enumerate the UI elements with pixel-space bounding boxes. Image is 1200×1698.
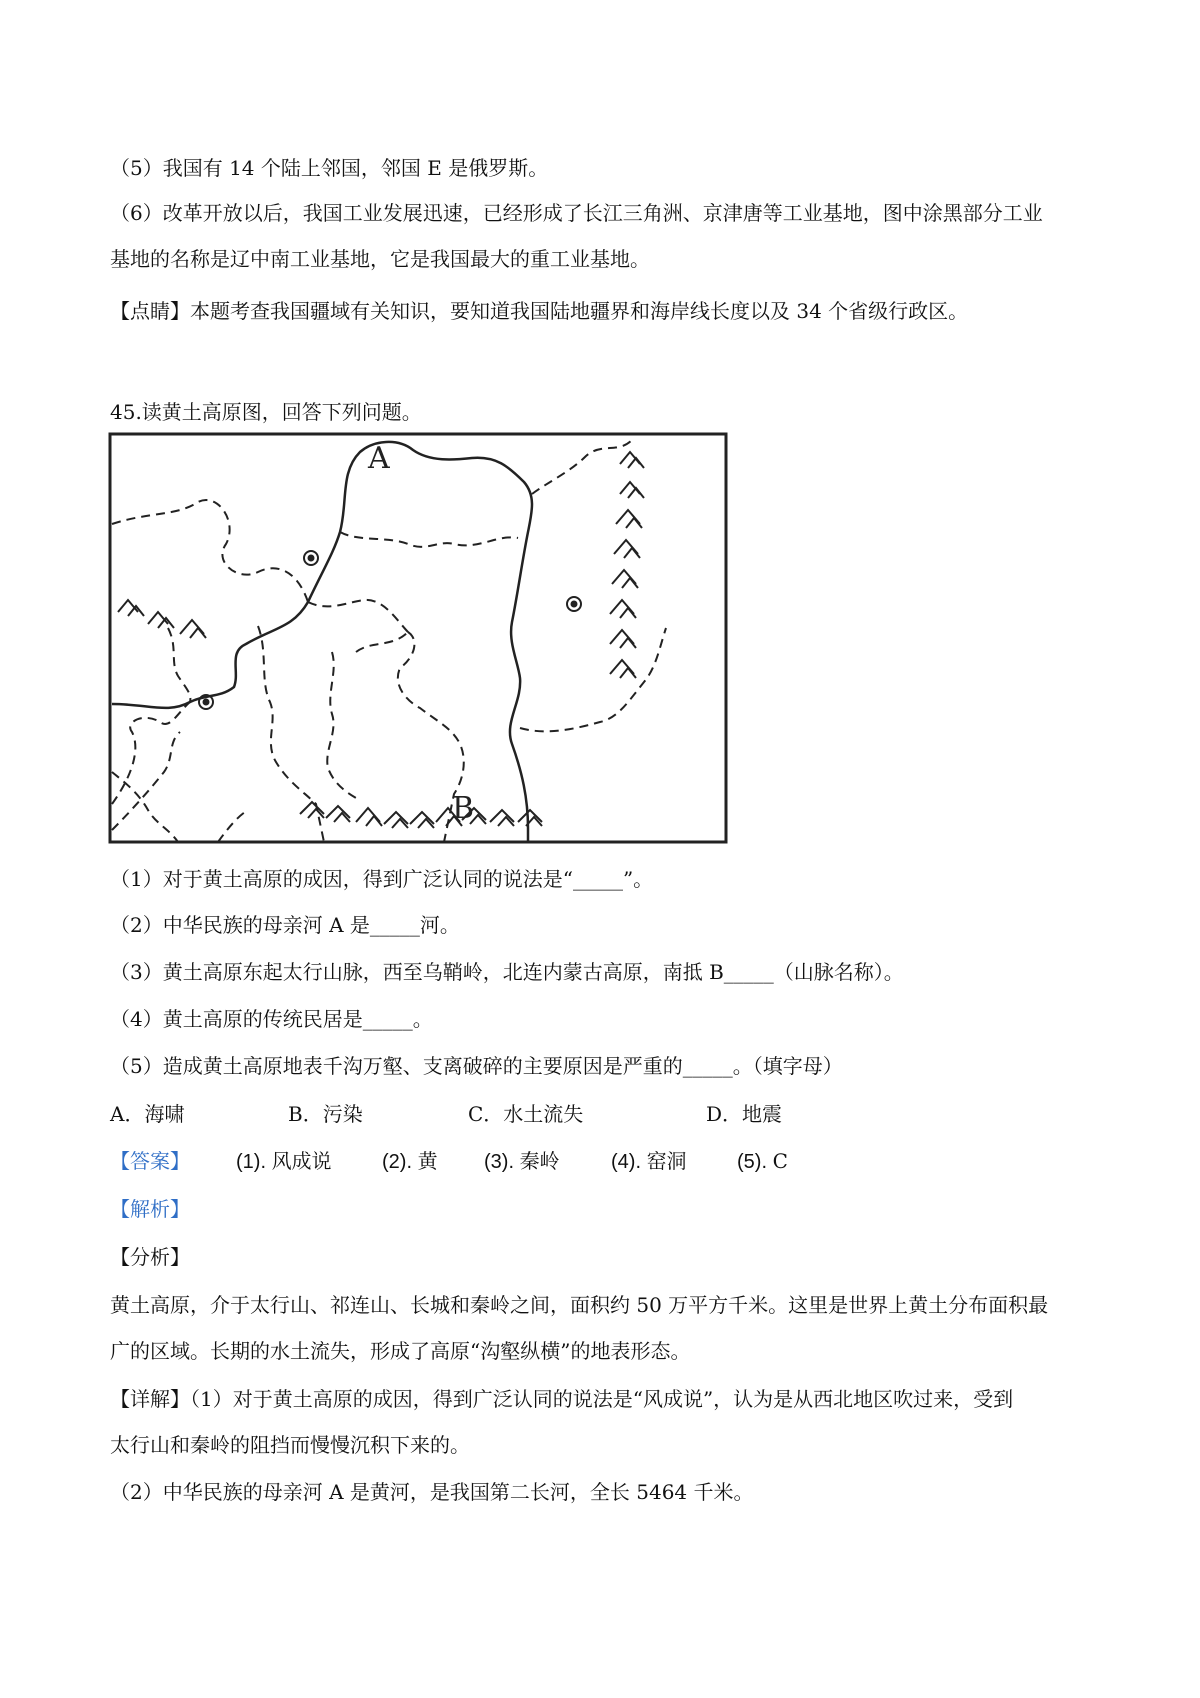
answer-2-num: (2). — [382, 1151, 412, 1173]
answer-4-num: (4). — [611, 1151, 641, 1173]
prev-answer-6-line2: 基地的名称是辽中南工业基地，它是我国最大的重工业基地。 — [110, 247, 650, 271]
answer-2 — [382, 1146, 438, 1177]
question-2: （2）中华民族的母亲河 A 是_____河。 — [110, 913, 460, 937]
prev-tip: 【点睛】本题考查我国疆域有关知识，要知道我国陆地疆界和海岸线长度以及 34 个省级行政区。 — [110, 299, 969, 323]
prev-answer-6-line1: （6）改革开放以后，我国工业发展迅速，已经形成了长江三角洲、京津唐等工业基地，图中涂黑部分工业 — [110, 201, 1043, 225]
analysis-sub-label: 【分析】 — [110, 1245, 190, 1269]
question-1: （1）对于黄土高原的成因，得到广泛认同的说法是“_____”。 — [110, 867, 654, 891]
question-5: （5）造成黄土高原地表千沟万壑、支离破碎的主要原因是严重的_____。（填字母） — [110, 1054, 843, 1078]
question-3: （3）黄土高原东起太行山脉，西至乌鞘岭，北连内蒙古高原，南抵 B_____（山脉名称）。 — [110, 960, 904, 984]
answer-3-num: (3). — [484, 1151, 514, 1173]
question-45-title: 45.读黄土高原图，回答下列问题。 — [110, 400, 422, 424]
answer-3 — [484, 1146, 560, 1177]
analysis-para-line1: 黄土高原，介于太行山、祁连山、长城和秦岭之间，面积约 50 万平方千米。这里是世界上黄土分布面积最 — [110, 1293, 1049, 1317]
option-b: B．污染 — [288, 1102, 363, 1126]
analysis-para-line2: 广的区域。长期的水土流失，形成了高原“沟壑纵横”的地表形态。 — [110, 1339, 691, 1363]
answer-4-text: 窑洞 — [646, 1149, 687, 1173]
question-4: （4）黄土高原的传统民居是_____。 — [110, 1007, 433, 1031]
answer-2-text: 黄 — [417, 1149, 438, 1173]
analysis-label: 【解析】 — [110, 1197, 190, 1221]
answer-label: 【答案】 — [110, 1149, 190, 1173]
answer-1 — [236, 1146, 332, 1177]
answer-5-text: C — [772, 1149, 788, 1173]
loess-plateau-map — [108, 432, 730, 846]
answer-1-text: 风成说 — [271, 1149, 332, 1173]
map-label-a: A — [368, 441, 390, 476]
detail-line1: 【详解】（1）对于黄土高原的成因，得到广泛认同的说法是“风成说”，认为是从西北地区吹过来，受到 — [110, 1387, 1014, 1411]
answer-5 — [737, 1146, 788, 1177]
map-label-b: B — [452, 791, 475, 826]
detail-line2: 太行山和秦岭的阻挡而慢慢沉积下来的。 — [110, 1433, 470, 1457]
detail-line3: （2）中华民族的母亲河 A 是黄河，是我国第二长河，全长 5464 千米。 — [110, 1480, 754, 1504]
prev-answer-5: （5）我国有 14 个陆上邻国，邻国 E 是俄罗斯。 — [110, 156, 549, 180]
answer-5-num: (5). — [737, 1151, 767, 1173]
answer-1-num: (1). — [236, 1151, 266, 1173]
option-c: C．水土流失 — [468, 1102, 584, 1126]
answer-4 — [611, 1146, 687, 1177]
option-a: A．海啸 — [110, 1102, 185, 1126]
answer-3-text: 秦岭 — [519, 1149, 560, 1173]
option-d: D．地震 — [706, 1102, 783, 1126]
